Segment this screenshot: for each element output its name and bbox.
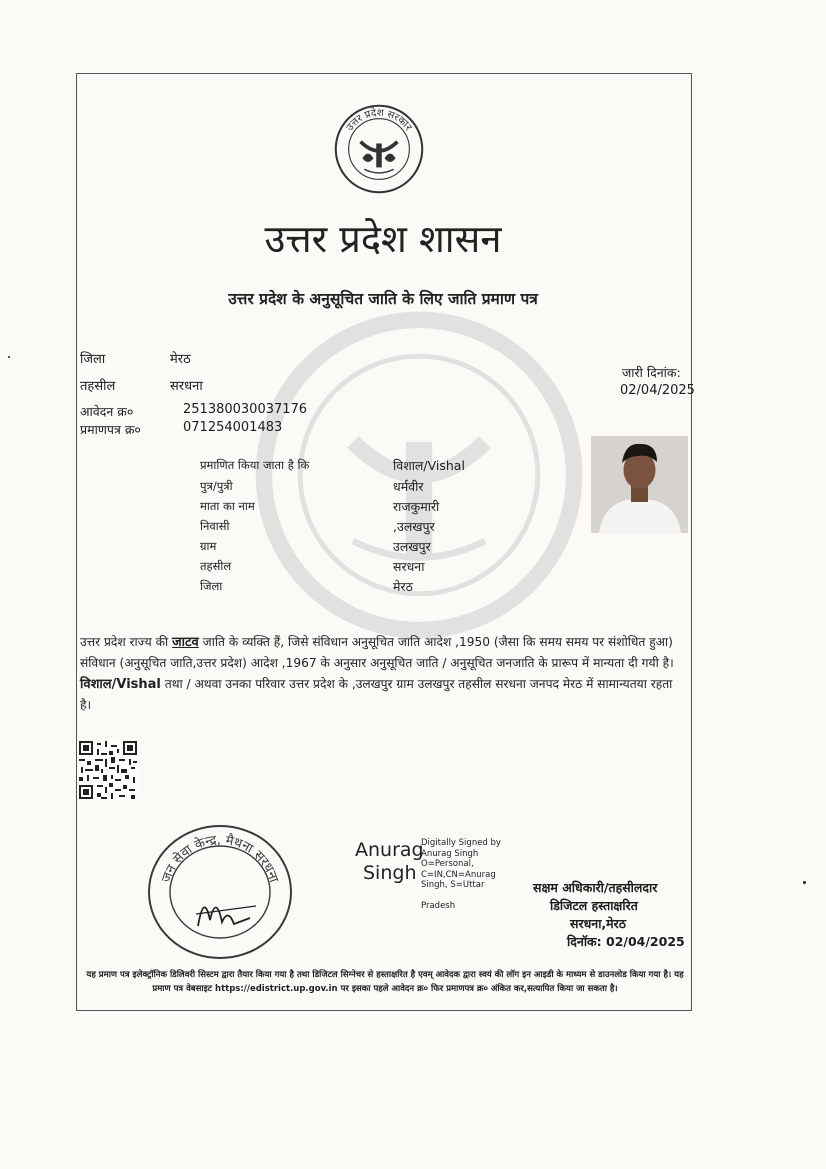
round-seal-stamp <box>146 822 294 960</box>
body-text-2: जाति के व्यक्ति हैं, जिसे संविधान अनुसूचित जाति आदेश ,1950 (जैसा कि समय समय पर संशोधित हुआ) संविधान (अनुसूचित जाति,उत्तर प्रदेश) आदेश ,1967 के अनुसार अनुसूचित जाति / अनुसूचित जनजाति के प्रारूप में मान्यता दी गयी है। <box>80 635 674 670</box>
application-label: आवेदन क्र० <box>80 404 134 419</box>
application-number: 251380030037176 <box>183 402 308 417</box>
person-label-5: ग्राम <box>200 539 217 553</box>
certificate-body <box>80 632 685 716</box>
body-person-name: विशाल/Vishal <box>80 677 161 692</box>
village: उलखपुर <box>393 539 431 554</box>
caste-name: जाटव <box>171 635 199 650</box>
father-name: धर्मवीर <box>393 479 424 494</box>
person-label-4: निवासी <box>200 519 230 533</box>
signature-line-2: Anurag Singh <box>421 848 479 859</box>
scan-speck <box>8 356 10 358</box>
residence: ,उलखपुर <box>393 519 435 534</box>
signer-first-name: Anurag <box>355 839 424 861</box>
digital-signature-details <box>421 838 501 891</box>
district-value: मेरठ <box>170 352 191 367</box>
certificate-number: 071254001483 <box>183 420 283 435</box>
signature-state: Pradesh <box>421 901 456 911</box>
officer-date: दिनॉक: 02/04/2025 <box>567 934 685 949</box>
mother-name: राजकुमारी <box>393 499 440 514</box>
signature-line-1: Digitally Signed by <box>421 838 501 848</box>
officer-signed: डिजिटल हस्ताक्षरित <box>550 898 638 913</box>
person-label-6: तहसील <box>200 559 232 573</box>
issue-date: 02/04/2025 <box>620 383 695 398</box>
certificate-label: प्रमाणपत्र क्र० <box>80 422 141 437</box>
signature-line-3: O=Personal, <box>421 859 474 869</box>
person-label-3: माता का नाम <box>200 499 255 513</box>
person-district: मेरठ <box>393 579 413 594</box>
person-label-7: जिला <box>200 579 223 593</box>
certificate-subtitle: उत्तर प्रदेश के अनुसूचित जाति के लिए जाति प्रमाण पत्र <box>228 290 538 308</box>
svg-text:जन सेवा केन्द्र, मैथना सरधना: जन सेवा केन्द्र, मैथना सरधना <box>159 832 282 885</box>
signer-last-name: Singh <box>363 862 417 884</box>
body-text-1: उत्तर प्रदेश राज्य की <box>80 635 172 649</box>
person-tehsil: सरधना <box>393 559 425 574</box>
footer-note: यह प्रमाण पत्र इलेक्ट्रॉनिक डिलिवरी सिस्टम द्वारा तैयार किया गया है तथा डिजिटल सिग्नेचर से हस्ताक्षरित है एवम् आवेदक द्वारा स्वयं की लॉग इन आइडी के माध्यम से डाउनलोड किया गया है। यह प्रमाण पत्र वेबसाइट https://edistrict.up.gov.in पर इसका पहले आवेदन क्र० फिर प्रमाणपत्र क्र० अंकित कर,सत्यापित किया जा सकता है। <box>86 970 684 994</box>
issue-date-label: जारी दिनांक: <box>622 365 681 380</box>
person-label-2: पुत्र/पुत्री <box>200 479 233 493</box>
body-text-3: तथा / अथवा उनका परिवार उत्तर प्रदेश के ,उलखपुर ग्राम उलखपुर तहसील सरधना जनपद मेरठ में सामान्यतया रहता है। <box>80 677 673 712</box>
tehsil-label: तहसील <box>80 379 116 394</box>
person-name: विशाल/Vishal <box>393 458 465 473</box>
signature-line-5: Singh, S=Uttar <box>421 880 485 890</box>
person-label-1: प्रमाणित किया जाता है कि <box>200 458 310 472</box>
tehsil-value: सरधना <box>170 379 203 394</box>
page-title: उत्तर प्रदेश शासन <box>264 217 502 261</box>
applicant-photo <box>591 436 688 533</box>
district-label: जिला <box>80 352 106 367</box>
signature-line-4: C=IN,CN=Anurag <box>421 869 496 880</box>
officer-place: सरधना,मेरठ <box>570 916 627 931</box>
up-emblem-icon <box>333 103 425 195</box>
qr-code <box>79 741 137 799</box>
officer-title: सक्षम अधिकारी/तहसीलदार <box>533 880 658 895</box>
scan-speck <box>803 881 806 884</box>
watermark-emblem-icon <box>254 310 584 640</box>
emblem-text: उत्तर प्रदेश सरकार <box>344 107 414 134</box>
